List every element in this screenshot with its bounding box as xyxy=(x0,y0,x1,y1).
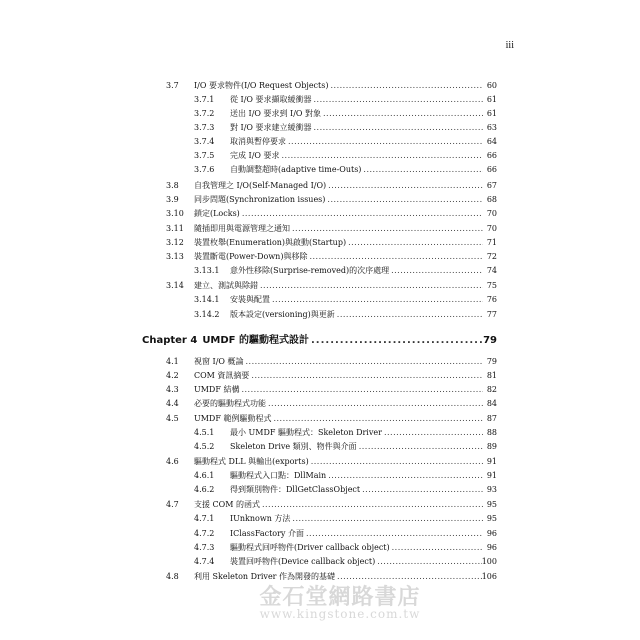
page-ref: 64 xyxy=(486,137,497,146)
section-title: I/O 要求物件(I/O Request Objects) xyxy=(194,81,329,90)
page-ref: 91 xyxy=(486,457,497,466)
section-title: 驅動程式入口點：DllMain xyxy=(230,471,327,480)
toc-entry xyxy=(166,81,497,91)
section-number: 4.3 xyxy=(166,385,179,394)
toc-entry xyxy=(166,224,497,234)
page-ref: 79 xyxy=(486,357,497,366)
toc-entry xyxy=(194,428,497,438)
dot-leader xyxy=(272,295,483,305)
section-number: 3.7.5 xyxy=(194,151,215,160)
dot-leader xyxy=(377,557,482,567)
section-number: 4.5.1 xyxy=(194,428,215,437)
toc-entry xyxy=(194,165,497,175)
page-ref: 87 xyxy=(486,414,497,423)
page-ref: 100 xyxy=(481,557,497,566)
toc-entry xyxy=(166,414,497,424)
section-number: 4.7.3 xyxy=(194,543,215,552)
section-title: UMDF 範例驅動程式 xyxy=(194,414,272,423)
section-title: 利用 Skeleton Driver 作為開發的基礎 xyxy=(194,572,336,581)
toc-entry xyxy=(194,471,497,481)
page-ref: 67 xyxy=(486,181,497,190)
section-title: 從 I/O 要求擷取緩衝器 xyxy=(230,95,312,104)
dot-leader xyxy=(328,181,483,191)
toc-entry xyxy=(194,310,497,320)
section-title: 取消與暫停要求 xyxy=(230,137,286,146)
toc-entry xyxy=(194,442,497,452)
dot-leader xyxy=(292,224,483,234)
toc-entry xyxy=(166,500,497,510)
page-ref: 74 xyxy=(486,266,497,275)
section-title: 隨插即用與電源管理之通知 xyxy=(194,224,290,233)
toc-entry xyxy=(194,543,497,553)
dot-leader xyxy=(292,514,483,524)
section-number: 3.7.6 xyxy=(194,165,215,174)
toc-entry xyxy=(166,399,497,409)
section-number: 4.1 xyxy=(166,357,179,366)
toc-entry xyxy=(194,151,497,161)
section-number: 4.8 xyxy=(166,572,179,581)
section-number: 3.7.3 xyxy=(194,123,215,132)
page-ref: 106 xyxy=(481,572,497,581)
toc-entry xyxy=(166,385,497,395)
dot-leader xyxy=(392,543,483,553)
section-number: 3.8 xyxy=(166,181,179,190)
dot-leader xyxy=(309,252,483,262)
section-title: 裝置回呼物件(Device callback object) xyxy=(230,557,376,566)
toc-entry xyxy=(166,281,497,291)
section-title: 裝置枚舉(Enumeration)與啟動(Startup) xyxy=(194,238,347,247)
dot-leader xyxy=(323,109,483,119)
dot-leader xyxy=(242,209,483,219)
section-title: 驅動程式 DLL 與輸出(exports) xyxy=(194,457,309,466)
dot-leader xyxy=(311,336,483,346)
section-title: 完成 I/O 要求 xyxy=(230,151,280,160)
section-number: 4.4 xyxy=(166,399,179,408)
page-ref: 72 xyxy=(486,252,497,261)
toc-entry xyxy=(166,195,497,205)
page-ref: 71 xyxy=(486,238,497,247)
section-number: 3.7.4 xyxy=(194,137,215,146)
section-title: IClassFactory 介面 xyxy=(230,529,304,538)
chapter-heading xyxy=(142,336,497,346)
section-title: UMDF 結構 xyxy=(194,385,240,394)
section-number: 3.14.2 xyxy=(194,310,220,319)
section-number: 3.11 xyxy=(166,224,184,233)
dot-leader xyxy=(348,238,483,248)
dot-leader xyxy=(251,371,483,381)
dot-leader xyxy=(363,165,483,175)
page-ref: 70 xyxy=(486,224,497,233)
section-title: COM 資訊摘要 xyxy=(194,371,250,380)
toc-entry xyxy=(166,357,497,367)
watermark-text: 金石堂網路書店 xyxy=(259,584,421,610)
page-ref: 61 xyxy=(486,95,497,104)
chapter-title: UMDF 的驅動程式設計 xyxy=(202,335,309,346)
dot-leader xyxy=(262,500,483,510)
toc-entry xyxy=(194,557,497,567)
page-ref: 66 xyxy=(486,165,497,174)
section-number: 4.2 xyxy=(166,371,179,380)
section-number: 4.6.2 xyxy=(194,485,215,494)
section-title: 建立、測試與除錯 xyxy=(194,281,258,290)
page-ref: 60 xyxy=(486,81,497,90)
dot-leader xyxy=(282,151,484,161)
page-ref: 91 xyxy=(486,471,497,480)
section-number: 4.6 xyxy=(166,457,179,466)
toc-entry xyxy=(194,266,497,276)
section-number: 4.6.1 xyxy=(194,471,215,480)
dot-leader xyxy=(327,195,483,205)
toc-entry xyxy=(194,109,497,119)
dot-leader xyxy=(330,81,483,91)
section-title: 鎖定(Locks) xyxy=(194,209,240,218)
toc-entry xyxy=(194,514,497,524)
dot-leader xyxy=(362,485,483,495)
section-title: Skeleton Drive 類別、物件與介面 xyxy=(230,442,357,451)
section-title: 支援 COM 的函式 xyxy=(194,500,260,509)
page-ref: 93 xyxy=(486,485,497,494)
dot-leader xyxy=(391,266,483,276)
section-number: 3.14 xyxy=(166,281,184,290)
toc-entry xyxy=(194,295,497,305)
page-number: iii xyxy=(505,40,514,51)
dot-leader xyxy=(384,428,483,438)
toc-entry xyxy=(166,457,497,467)
section-title: 版本設定(versioning)與更新 xyxy=(230,310,335,319)
section-number: 3.12 xyxy=(166,238,184,247)
toc-entry xyxy=(194,137,497,147)
section-number: 4.5.2 xyxy=(194,442,215,451)
dot-leader xyxy=(314,123,484,133)
section-title: 送出 I/O 要求到 I/O 對象 xyxy=(230,109,321,118)
page-ref: 95 xyxy=(486,514,497,523)
section-title: 同步問題(Synchronization issues) xyxy=(194,195,326,204)
section-title: 得到類別物件：DllGetClassObject xyxy=(230,485,361,494)
page-ref: 76 xyxy=(486,295,497,304)
section-number: 4.5 xyxy=(166,414,179,423)
dot-leader xyxy=(288,137,483,147)
toc-entry xyxy=(194,529,497,539)
section-number: 3.7 xyxy=(166,81,179,90)
section-number: 3.7.2 xyxy=(194,109,215,118)
chapter-number: Chapter 4 xyxy=(142,335,198,346)
section-title: 最小 UMDF 驅動程式：Skeleton Driver xyxy=(230,428,382,437)
section-number: 3.13 xyxy=(166,252,184,261)
page-ref: 84 xyxy=(486,399,497,408)
dot-leader xyxy=(328,471,483,481)
section-number: 3.14.1 xyxy=(194,295,220,304)
dot-leader xyxy=(241,385,483,395)
page-ref: 75 xyxy=(486,281,497,290)
section-number: 4.7 xyxy=(166,500,179,509)
dot-leader xyxy=(337,310,483,320)
toc-entry xyxy=(166,238,497,248)
page-ref: 81 xyxy=(486,371,497,380)
section-number: 4.7.4 xyxy=(194,557,215,566)
page-ref: 96 xyxy=(486,543,497,552)
section-title: 自動調整超時(adaptive time-Outs) xyxy=(230,165,362,174)
section-number: 3.7.1 xyxy=(194,95,215,104)
page-ref: 77 xyxy=(486,310,497,319)
toc-entry xyxy=(194,95,497,105)
page-ref: 96 xyxy=(486,529,497,538)
section-title: 意外性移除(Surprise-removed)的次序處理 xyxy=(230,266,390,275)
page-ref: 61 xyxy=(486,109,497,118)
section-number: 4.7.1 xyxy=(194,514,215,523)
dot-leader xyxy=(311,457,483,467)
dot-leader xyxy=(314,95,484,105)
page-ref: 66 xyxy=(486,151,497,160)
toc-entry xyxy=(166,252,497,262)
page-ref: 89 xyxy=(486,442,497,451)
page-ref: 63 xyxy=(486,123,497,132)
page-ref: 95 xyxy=(486,500,497,509)
toc-entry xyxy=(166,371,497,381)
section-title: 安裝與配置 xyxy=(230,295,270,304)
page-ref: 70 xyxy=(486,209,497,218)
page-ref: 82 xyxy=(486,385,497,394)
section-title: 裝置斷電(Power-Down)與移除 xyxy=(194,252,308,261)
toc-entry xyxy=(194,123,497,133)
page-ref: 68 xyxy=(486,195,497,204)
section-title: 對 I/O 要求建立緩衝器 xyxy=(230,123,312,132)
section-title: IUnknown 方法 xyxy=(230,514,291,523)
section-number: 3.10 xyxy=(166,209,184,218)
section-number: 3.9 xyxy=(166,195,179,204)
section-number: 4.7.2 xyxy=(194,529,215,538)
toc-entry xyxy=(194,485,497,495)
section-number: 3.13.1 xyxy=(194,266,220,275)
section-title: 驅動程式回呼物件(Driver callback object) xyxy=(230,543,390,552)
dot-leader xyxy=(246,357,484,367)
dot-leader xyxy=(268,399,483,409)
watermark xyxy=(230,580,450,621)
section-title: 必要的驅動程式功能 xyxy=(194,399,266,408)
watermark-url: www.kingstone.com.tw xyxy=(259,607,421,621)
section-title: 自我管理之 I/O(Self-Managed I/O) xyxy=(194,181,327,190)
dot-leader xyxy=(260,281,483,291)
dot-leader xyxy=(306,529,483,539)
dot-leader xyxy=(359,442,483,452)
section-title: 視窗 I/O 概論 xyxy=(194,357,244,366)
toc-entry xyxy=(166,181,497,191)
page-ref: 88 xyxy=(486,428,497,437)
page-ref: 79 xyxy=(483,335,497,346)
toc-entry xyxy=(166,209,497,219)
dot-leader xyxy=(273,414,483,424)
